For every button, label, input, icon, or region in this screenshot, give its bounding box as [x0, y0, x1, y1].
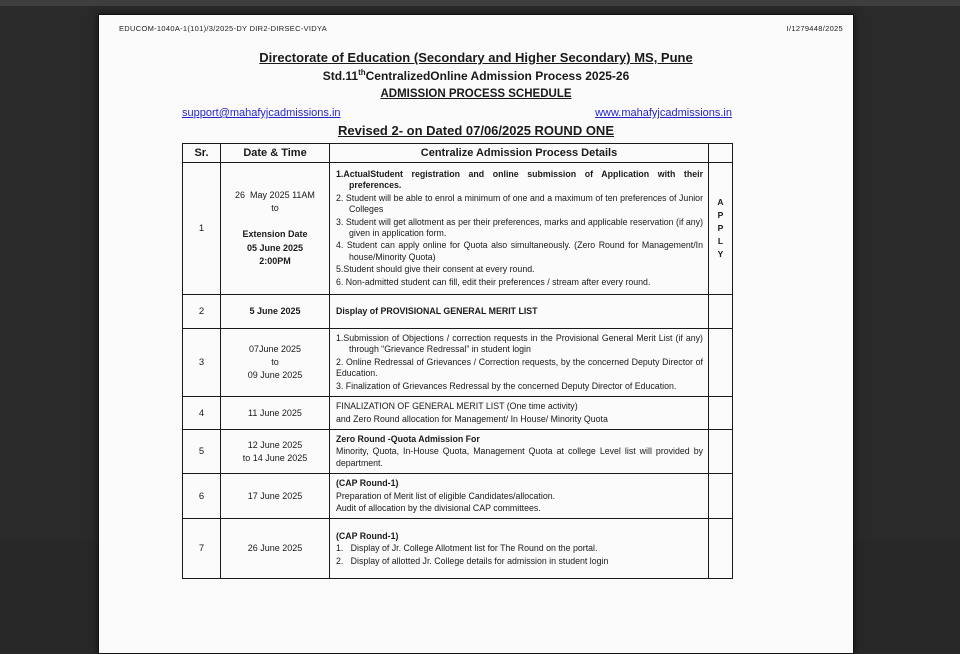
apply-column-cell — [709, 295, 733, 329]
apply-column-cell — [709, 397, 733, 430]
date-time-cell — [221, 397, 330, 430]
admission-schedule-table — [182, 143, 733, 579]
apply-vertical-letter: Y — [717, 249, 724, 260]
detail-line: 3. Student will get allotment as per their preferences, marks and applicable reservation (if any) given in application form. — [336, 216, 703, 238]
doc-file-number: I/1279448/2025 — [786, 24, 843, 33]
page-subtitle — [99, 68, 853, 83]
date-line: 5 June 2025 — [249, 305, 301, 316]
apply-column-cell — [709, 163, 733, 295]
detail-line: 1. Display of Jr. College Allotment list for The Round on the portal. — [336, 543, 598, 554]
table-row — [183, 429, 733, 473]
website-link[interactable]: www.mahafyjcadmissions.in — [595, 107, 732, 119]
process-details-cell — [330, 474, 709, 519]
table-row — [183, 519, 733, 579]
process-details-cell — [330, 519, 709, 579]
process-details-cell — [330, 163, 709, 295]
column-header-details: Centralize Admission Process Details — [330, 144, 709, 163]
process-details-cell — [330, 329, 709, 397]
detail-line: Preparation of Merit list of eligible Candidates/allocation. — [336, 490, 556, 501]
detail-line: 3. Finalization of Grievances Redressal by the concerned Deputy Director of Education. — [336, 380, 677, 391]
detail-line: 2. Online Redressal of Grievances / Correction requests, by the concerned Deputy Director of Education. — [336, 356, 703, 379]
sr-cell: 6 — [183, 474, 221, 519]
date-time-cell — [221, 163, 330, 295]
date-line: to 14 June 2025 — [242, 452, 308, 463]
apply-column-cell — [709, 519, 733, 579]
table-header-row — [183, 144, 733, 163]
document-page — [98, 14, 854, 654]
detail-line: (CAP Round-1) — [336, 478, 399, 489]
detail-line: 6. Non-admitted student can fill, edit their preferences / stream after every round. — [336, 276, 651, 287]
detail-line: (CAP Round-1) — [336, 530, 399, 541]
table-row — [183, 163, 733, 295]
date-line: 12 June 2025 — [247, 439, 303, 450]
date-line: 17 June 2025 — [247, 490, 303, 501]
detail-line: 2. Display of allotted Jr. College details for admission in student login — [336, 555, 609, 566]
apply-vertical-letter: L — [717, 236, 724, 247]
apply-vertical-letter: A — [717, 196, 724, 207]
detail-line: and Zero Round allocation for Management/ In House/ Minority Quota — [336, 413, 608, 424]
date-time-cell — [221, 295, 330, 329]
schedule-table-body — [183, 144, 733, 579]
table-row — [183, 397, 733, 430]
subtitle-prefix: Std.11 — [322, 69, 359, 83]
doc-ref-number: EDUCOM-1040A-1(101)/3/2025-DY DIR2-DIRSEC-VIDYA — [119, 24, 328, 33]
detail-line: 1.ActualStudent registration and online submission of Application with their preferences. — [336, 168, 703, 191]
sr-cell: 4 — [183, 397, 221, 430]
detail-line: 5.Student should give their consent at every round. — [336, 264, 535, 275]
apply-column-cell — [709, 429, 733, 473]
detail-line: FINALIZATION OF GENERAL MERIT LIST (One time activity) — [336, 401, 578, 412]
date-line: 26 May 2025 11AM — [235, 190, 315, 201]
table-row — [183, 295, 733, 329]
date-line: 05 June 2025 — [246, 242, 304, 253]
date-time-cell — [221, 474, 330, 519]
apply-column-cell — [709, 329, 733, 397]
column-header-apply — [709, 144, 733, 163]
page-title: Directorate of Education (Secondary and Higher Secondary) MS, Pune — [259, 50, 693, 65]
schedule-heading: ADMISSION PROCESS SCHEDULE — [380, 88, 572, 100]
sr-cell: 5 — [183, 429, 221, 473]
date-line: to — [271, 357, 279, 368]
date-line: 26 June 2025 — [247, 543, 303, 554]
date-line: 2:00PM — [259, 255, 291, 266]
detail-line: 4. Student can apply online for Quota also simultaneously. (Zero Round for Management/In house/Minority Quota) — [336, 240, 703, 262]
date-line: 11 June 2025 — [248, 407, 302, 418]
sr-cell: 3 — [183, 329, 221, 397]
table-row — [183, 329, 733, 397]
apply-column-cell — [709, 474, 733, 519]
support-email-link[interactable]: support@mahafyjcadmissions.in — [182, 107, 341, 119]
apply-vertical-letter: P — [717, 222, 724, 233]
column-header-sr: Sr. — [183, 144, 221, 163]
sr-cell: 2 — [183, 295, 221, 329]
date-line: 07June 2025 — [248, 343, 302, 354]
date-time-cell — [221, 519, 330, 579]
detail-line: Audit of allocation by the divisional CAP committees. — [336, 503, 541, 514]
sr-cell: 7 — [183, 519, 221, 579]
date-line: 09 June 2025 — [247, 370, 303, 381]
date-line: to — [271, 203, 279, 214]
subtitle-rest: CentralizedOnline Admission Process 2025-26 — [365, 69, 630, 83]
sr-cell: 1 — [183, 163, 221, 295]
process-details-cell — [330, 295, 709, 329]
process-details-cell — [330, 397, 709, 430]
detail-line: Minority, Quota, In-House Quota, Management Quota at college Level list will provided by department. — [336, 446, 703, 468]
date-line: Extension Date — [242, 229, 308, 240]
apply-vertical-letter: P — [717, 209, 724, 220]
detail-line: Display of PROVISIONAL GENERAL MERIT LIST — [336, 305, 538, 316]
column-header-date-time: Date & Time — [221, 144, 330, 163]
document-reference-row — [99, 15, 853, 33]
detail-line: 1.Submission of Objections / correction requests in the Provisional General Merit List (if any) through “Grievance Redressal” in student login — [336, 333, 703, 355]
table-row — [183, 474, 733, 519]
subtitle-superscript: th — [358, 68, 366, 77]
viewer-top-bar — [0, 0, 960, 6]
date-time-cell — [221, 329, 330, 397]
date-time-cell — [221, 429, 330, 473]
detail-line: Zero Round -Quota Admission For — [336, 433, 480, 444]
process-details-cell — [330, 429, 709, 473]
detail-line: 2. Student will be able to enrol a minimum of one and a maximum of ten preferences of Junior Colleges — [336, 192, 703, 215]
revision-heading: Revised 2- on Dated 07/06/2025 ROUND ONE — [338, 123, 614, 138]
contact-links-row — [182, 107, 732, 119]
